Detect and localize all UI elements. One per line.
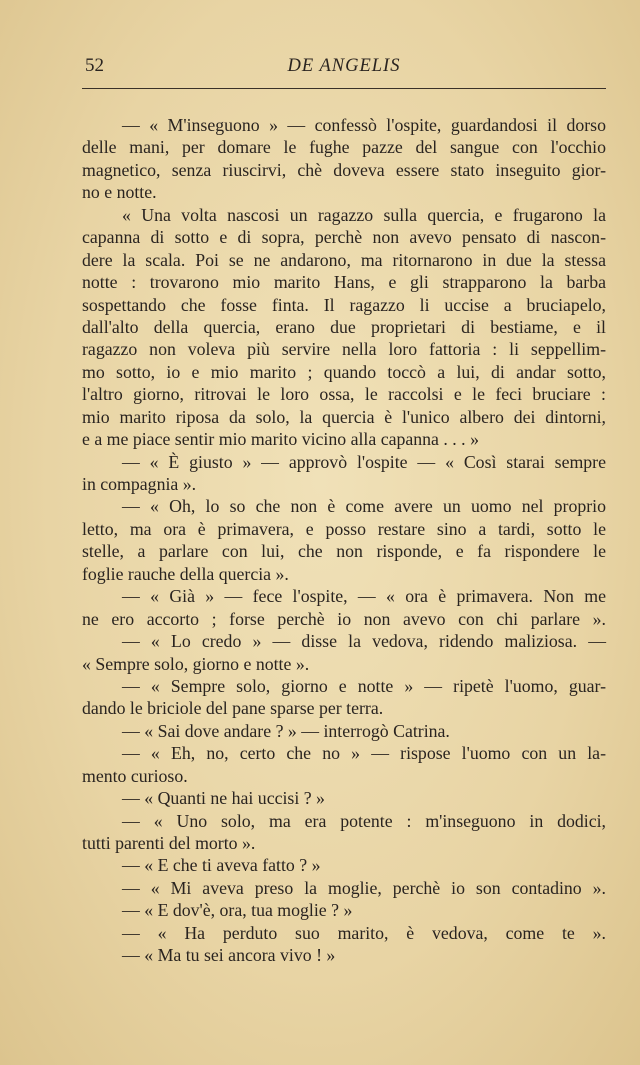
- text-line: stelle, a parlare con lui, che non risponde, e fa rispondere le: [82, 541, 606, 562]
- text-line: foglie rauche della quercia ».: [82, 563, 289, 584]
- page-header: [82, 55, 606, 85]
- text-line: l'altro giorno, ritrovai le loro ossa, le raccolsi e le feci bruciare :: [82, 384, 606, 405]
- text-line: ne ero accorto ; forse perchè io non avevo con chi parlare ».: [82, 608, 606, 629]
- text-line: « Una volta nascosi un ragazzo sulla quercia, e frugarono la: [122, 204, 606, 225]
- text-line: — « Uno solo, ma era potente : m'inseguono in dodici,: [122, 810, 606, 831]
- text-line: dall'alto della quercia, erano due proprietari di bestiame, e il: [82, 316, 606, 337]
- text-line: e a me piace sentir mio marito vicino alla capanna . . . »: [82, 429, 479, 450]
- text-line: mo sotto, io e mio marito ; quando toccò a lui, di andar sotto,: [82, 361, 606, 382]
- text-line: — « M'inseguono » — confessò l'ospite, guardandosi il dorso: [122, 115, 606, 135]
- text-line: — « È giusto » — approvò l'ospite — « Così starai sempre: [122, 451, 606, 472]
- text-line: in compagnia ».: [82, 474, 197, 494]
- text-line: no e notte.: [82, 182, 157, 203]
- text-line: — « E dov'è, ora, tua moglie ? »: [122, 900, 353, 921]
- text-line: delle mani, per domare le fughe pazze del sangue con l'occhio: [82, 137, 606, 158]
- text-line: notte : trovarono mio marito Hans, e gli strapparono la barba: [82, 272, 606, 293]
- text-line: — « Ha perduto suo marito, è vedova, come te ».: [122, 922, 606, 943]
- text-line: letto, ma ora è primavera, e posso restare sino a tardi, sotto le: [82, 518, 606, 539]
- text-line: — « Oh, lo so che non è come avere un uomo nel proprio: [122, 496, 606, 517]
- text-line: « Sempre solo, giorno e notte ».: [82, 653, 310, 674]
- text-line: — « Sempre solo, giorno e notte » — ripetè l'uomo, guar-: [122, 675, 606, 696]
- text-line: — « Quanti ne hai uccisi ? »: [122, 788, 325, 809]
- text-line: — « Sai dove andare ? » — interrogò Catrina.: [122, 720, 450, 741]
- text-line: — « E che ti aveva fatto ? »: [122, 855, 321, 876]
- page-number: 52: [85, 55, 104, 76]
- body-text: [82, 114, 606, 967]
- text-line: tutti parenti del morto ».: [82, 833, 256, 853]
- text-line: mento curioso.: [82, 765, 188, 786]
- text-line: — « Eh, no, certo che no » — rispose l'uomo con un la-: [122, 743, 606, 764]
- text-line: capanna di sotto e di sopra, perchè non avevo pensato di nascon-: [82, 227, 606, 248]
- header-rule: [82, 88, 606, 89]
- text-line: magnetico, senza riuscirvi, chè doveva essere stato inseguito gior-: [82, 159, 606, 180]
- text-line: — « Lo credo » — disse la vedova, ridendo maliziosa. —: [122, 631, 606, 652]
- text-line: dando le briciole del pane sparse per terra.: [82, 698, 384, 719]
- text-line: mio marito riposa da solo, la quercia è l'unico albero dei dintorni,: [82, 406, 606, 427]
- text-line: dere la scala. Poi se ne andarono, ma ritornarono in due la stessa: [82, 249, 606, 270]
- text-line: ragazzo non voleva più servire nella loro fattoria : li seppellim-: [82, 339, 606, 360]
- running-head: DE ANGELIS: [287, 56, 401, 76]
- text-line: — « Già » — fece l'ospite, — « ora è primavera. Non me: [122, 586, 606, 607]
- text-line: sospettando che fosse finta. Il ragazzo li uccise a bruciapelo,: [82, 294, 606, 315]
- text-line: — « Ma tu sei ancora vivo ! »: [122, 945, 336, 966]
- text-line: — « Mi aveva preso la moglie, perchè io son contadino ».: [122, 877, 606, 898]
